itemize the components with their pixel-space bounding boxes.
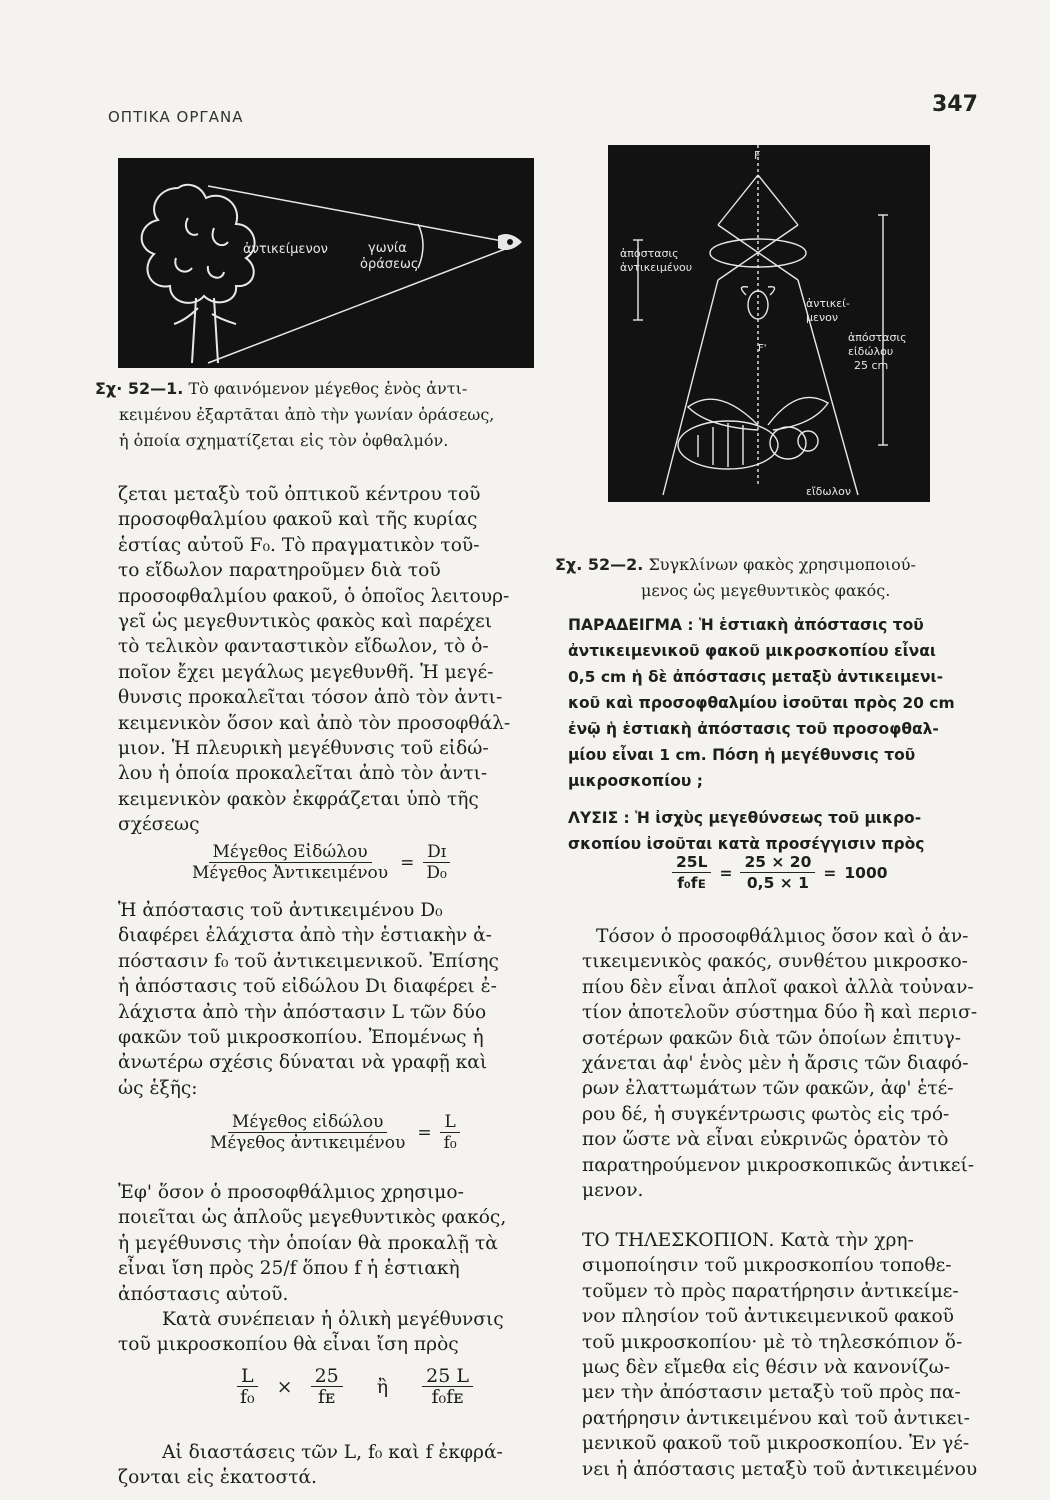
text-line: ρου δέ, ἡ συγκέντρωσις φωτὸς εἰς τρό-: [582, 1103, 950, 1125]
figure-2-caption-label: Σχ. 52—2.: [555, 555, 644, 574]
equation-3-c-denominator: f₀fᴇ: [431, 1386, 464, 1408]
figure-1-angle-label-line1: γωνία: [368, 241, 407, 256]
equation-3: [236, 1366, 473, 1407]
solution-block: [568, 805, 1008, 857]
telescope-heading-line: ΤΟ ΤΗΛΕΣΚΟΠΙΟΝ. Κατὰ τὴν χρη-: [582, 1230, 914, 1251]
text-line: μενον.: [582, 1180, 644, 1202]
caption-line: κειμένου ἐξαρτᾶται ἀπὸ τὴν γωνίαν ὁράσεως,: [119, 405, 495, 424]
equation-3-b-denominator: fᴇ: [317, 1386, 336, 1408]
text-line: Ἡ ἀπόστασις τοῦ ἀντικειμένου D₀: [118, 900, 443, 921]
equation-1-right-denominator: D₀: [426, 863, 447, 883]
text-line: νον πλησίον τοῦ ἀντικειμενικοῦ φακοῦ: [582, 1306, 954, 1328]
text-line: σοτέρων φακῶν διὰ τῶν ὁποίων ἐπιτυγ-: [582, 1027, 962, 1049]
text-line: μενικοῦ φακοῦ τοῦ μικροσκοπίου. Ἐν γέ-: [582, 1433, 970, 1455]
text-line: ἐνῷ ἡ ἑστιακὴ ἀπόστασις τοῦ προσοφθαλ-: [568, 720, 939, 738]
text-line: σιμοποίησιν τοῦ μικροσκοπίου τοποθε-: [582, 1255, 952, 1277]
text-line: λάχιστα ἀπὸ τὴν ἀπόστασιν L τῶν δύο: [118, 1001, 487, 1023]
example-block: [568, 612, 1008, 794]
text-line: το εἴδωλον παρατηροῦμεν διὰ τοῦ: [118, 560, 441, 582]
figure-2-image-distance-label-1: ἀπόστασις: [848, 331, 907, 344]
text-line: πίου δὲν εἶναι ἁπλοῖ φακοὶ ἀλλὰ τοὐναν-: [582, 976, 974, 998]
text-line: φακῶν τοῦ μικροσκοπίου. Ἐπομένως ἡ: [118, 1027, 484, 1049]
text-line: ποῖον ἔχει μεγάλως μεγεθυνθῆ. Ἡ μεγέ-: [118, 661, 494, 683]
text-line: ποιεῖται ὡς ἁπλοῦς μεγεθυντικὸς φακός,: [118, 1207, 507, 1229]
figure-2-object-distance-label-2: ἀντικειμένου: [620, 261, 693, 274]
equation-3-fraction-c: [422, 1366, 473, 1407]
figure-2-caption: [555, 552, 995, 604]
equation-3-b-numerator: 25: [311, 1366, 343, 1387]
figure-1-object-label: ἀντικείμενον: [243, 242, 328, 257]
equation-3-times: ×: [276, 1375, 293, 1398]
equation-3-fraction-b: [311, 1366, 343, 1407]
caption-line: Συγκλίνων φακὸς χρησιμοποιού-: [648, 555, 916, 574]
text-line: τοῦ μικροσκοπίου· μὲ τὸ τηλεσκόπιον ὅ-: [582, 1331, 963, 1353]
equation-1-equals: =: [400, 852, 415, 873]
text-line: τοῦ μικροσκοπίου θὰ εἶναι ἴση πρὸς: [118, 1334, 459, 1356]
text-line: ΛΥΣΙΣ : Ἡ ἰσχὺς μεγεθύνσεως τοῦ μικρο-: [568, 809, 922, 827]
text-line: πον ὥστε νὰ εἶναι εὐκρινῶς ὁρατὸν τὸ: [582, 1129, 949, 1151]
equation-1-numerator: Μέγεθος Εἰδώλου: [209, 842, 372, 863]
text-line: Αἱ διαστάσεις τῶν L, f₀ καὶ f ἐκφρά-: [162, 1442, 503, 1463]
left-paragraph-4: [118, 1440, 560, 1491]
telescope-section: [582, 1228, 1007, 1482]
running-header: ΟΠΤΙΚΑ ΟΡΓΑΝΑ: [108, 108, 244, 126]
text-line: κειμενικὸν φακὸν ἐκφράζεται ὑπὸ τῆς: [118, 788, 479, 810]
equation-1-right-numerator: Dɪ: [423, 842, 450, 863]
equation-1-right-fraction: [422, 842, 450, 883]
text-line: εἶναι ἴση πρὸς 25/f ὅπου f ἡ ἑστιακὴ: [118, 1258, 460, 1280]
text-line: τὸ τελικὸν φανταστικὸν εἴδωλον, τὸ ὁ-: [118, 636, 489, 658]
tree-eye-illustration: [118, 158, 534, 368]
text-line: λου ἡ ὁποία προκαλεῖται ἀπὸ τὸν ἀντι-: [118, 763, 488, 785]
figure-2-image-label: εἴδωλον: [806, 485, 851, 498]
equation-2-equals: =: [417, 1122, 432, 1143]
caption-line: μενος ὡς μεγεθυντικὸς φακός.: [641, 581, 891, 600]
equation-3-c-numerator: 25 L: [422, 1366, 473, 1387]
figure-2-object-label-1: ἀντικεί-: [806, 297, 850, 310]
figure-2-focus-prime-label: F': [758, 343, 767, 354]
text-line: προσοφθαλμίου φακοῦ καὶ τῆς κυρίας: [118, 509, 478, 531]
figure-1-caption: [95, 376, 565, 454]
figure-2-object-distance-label-1: ἀπόστασις: [620, 247, 679, 260]
text-line: μίου εἶναι 1 cm. Πόση ἡ μεγέθυνσις τοῦ: [568, 746, 916, 764]
figure-1-angle-label-line2: ὁράσεως: [360, 257, 419, 272]
text-line: πόστασιν f₀ τοῦ ἀντικειμενικοῦ. Ἐπίσης: [118, 950, 499, 972]
right-paragraph-system: [582, 924, 1007, 1203]
text-line: τικειμενικὸς φακός, συνθέτου μικροσκο-: [582, 951, 968, 973]
text-line: 0,5 cm ἡ δὲ ἀπόστασις μεταξὺ ἀντικειμενι-: [568, 668, 944, 686]
equation-2-right-numerator: L: [440, 1112, 459, 1133]
text-line: σχέσεως: [118, 814, 200, 836]
equation-1-denominator: Μέγεθος Ἀντικειμένου: [192, 863, 389, 883]
text-line: ὡς ἑξῆς:: [118, 1077, 198, 1099]
text-line: γεῖ ὡς μεγεθυντικὸς φακὸς καὶ παρέχει: [118, 611, 493, 633]
figure-2-image: [608, 145, 930, 502]
text-line: ζεται μεταξὺ τοῦ ὀπτικοῦ κέντρου τοῦ: [118, 484, 481, 505]
equation-4: [672, 852, 888, 893]
equation-2-left-fraction: [206, 1112, 409, 1153]
equation-2-denominator: Μέγεθος ἀντικειμένου: [210, 1133, 406, 1153]
equation-3-fraction-a: [236, 1366, 259, 1407]
text-line: τοῦμεν τὸ πρὸς παρατήρησιν ἀντικείμε-: [582, 1280, 959, 1302]
text-line: ἀντικειμενικοῦ φακοῦ μικροσκοπίου εἶναι: [568, 642, 936, 660]
text-line: μικροσκοπίου ;: [568, 772, 703, 790]
text-line: ἑστίας αὐτοῦ F₀. Τὸ πραγματικὸν τοῦ-: [118, 534, 480, 556]
text-line: κοῦ καὶ προσοφθαλμίου ἰσοῦται πρὸς 20 cm: [568, 694, 955, 712]
text-line: διαφέρει ἐλάχιστα ἀπὸ τὴν ἑστιακὴν ἀ-: [118, 925, 492, 947]
text-line: ρατήρησιν ἀντικειμένου καὶ τοῦ ἀντικει-: [582, 1407, 970, 1429]
caption-line: Τὸ φαινόμενον μέγεθος ἑνὸς ἀντι-: [188, 379, 468, 398]
text-line: ἀπόστασις αὐτοῦ.: [118, 1283, 289, 1305]
equation-4-result: 1000: [844, 863, 888, 882]
text-line: μεν τὴν ἀπόστασιν μεταξὺ τοῦ πρὸς πα-: [582, 1382, 961, 1404]
equation-4-fraction-b: [740, 852, 815, 893]
text-line: μως δὲν εἴμεθα εἰς θέσιν νὰ κανονίζω-: [582, 1357, 951, 1379]
text-line: μιον. Ἡ πλευρικὴ μεγέθυνσις τοῦ εἰδώ-: [118, 738, 489, 760]
equation-1: [188, 842, 451, 883]
text-line: ἡ μεγέθυνσις τὴν ὁποίαν θὰ προκαλῇ τὰ: [118, 1232, 498, 1254]
text-line: κειμενικὸν ὅσον καὶ ἀπὸ τὸν προσοφθάλ-: [118, 712, 511, 734]
caption-line: ἡ ὁποία σχηματίζεται εἰς τὸν ὀφθαλμόν.: [119, 431, 449, 450]
text-line: σκοπίου ἰσοῦται κατὰ προσέγγισιν πρὸς: [568, 835, 925, 853]
equation-4-a-denominator: f₀fᴇ: [677, 874, 707, 892]
page-number: 347: [932, 92, 978, 117]
equation-3-a-numerator: L: [237, 1366, 258, 1387]
text-line: Τόσον ὁ προσοφθάλμιος ὅσον καὶ ὁ ἀν-: [596, 926, 969, 947]
text-line: Κατὰ συνέπειαν ἡ ὁλικὴ μεγέθυνσις: [162, 1309, 504, 1331]
equation-4-fraction-a: [672, 852, 711, 893]
figure-2-object-label-2: μενον: [806, 311, 838, 324]
equation-2: [206, 1112, 461, 1153]
left-paragraph-1: [118, 482, 560, 838]
text-line: ἡ ἀπόστασις τοῦ εἰδώλου Dι διαφέρει ἐ-: [118, 976, 497, 998]
text-line: προσοφθαλμίου φακοῦ, ὁ ὁποῖος λειτουρ-: [118, 585, 510, 607]
equation-4-a-numerator: 25L: [672, 852, 711, 873]
equation-4-equals-2: =: [823, 863, 837, 882]
text-line: νει ἡ ἀπόστασις μεταξὺ τοῦ ἀντικειμένου: [582, 1458, 978, 1480]
equation-2-numerator: Μέγεθος εἰδώλου: [228, 1112, 388, 1133]
text-line: ρων ἐλαττωμάτων τῶν φακῶν, ἀφ' ἑτέ-: [582, 1078, 954, 1100]
text-line: ἀνωτέρω σχέσις δύναται νὰ γραφῇ καὶ: [118, 1052, 488, 1074]
figure-2-image-distance-label-2: εἰδώλου: [848, 345, 894, 358]
equation-4-b-denominator: 0,5 × 1: [746, 874, 809, 892]
left-paragraph-3: [118, 1180, 560, 1358]
magnifier-bee-illustration: [608, 145, 930, 502]
equation-3-a-denominator: f₀: [240, 1386, 255, 1408]
text-line: Ἐφ' ὅσον ὁ προσοφθάλμιος χρησιμο-: [118, 1182, 464, 1203]
equation-2-right-denominator: f₀: [443, 1133, 457, 1153]
figure-1-caption-label: Σχ· 52—1.: [95, 379, 184, 398]
text-line: χάνεται ἀφ' ἑνὸς μὲν ἡ ἄρσις τῶν διαφό-: [582, 1053, 969, 1075]
text-line: ΠΑΡΑΔΕΙΓΜΑ : Ἡ ἑστιακὴ ἀπόστασις τοῦ: [568, 616, 924, 634]
text-line: θυνσις προκαλεῖται τόσον ἀπὸ τὸν ἀντι-: [118, 687, 503, 709]
equation-2-right-fraction: [440, 1112, 461, 1153]
equation-4-b-numerator: 25 × 20: [740, 852, 815, 873]
equation-1-left-fraction: [188, 842, 392, 883]
text-line: παρατηρούμενον μικροσκοπικῶς ἀντικεί-: [582, 1154, 975, 1176]
text-line: ζονται εἰς ἑκατοστά.: [118, 1467, 317, 1489]
equation-4-equals-1: =: [719, 863, 733, 882]
figure-1-image: [118, 158, 534, 368]
text-line: τίον ἀποτελοῦν σύστημα δύο ἢ καὶ περισ-: [582, 1002, 978, 1024]
figure-2-focus-label: F: [754, 149, 761, 162]
figure-2-image-distance-label-3: 25 cm: [854, 359, 889, 372]
equation-3-or: ἢ: [376, 1375, 389, 1398]
left-paragraph-2: [118, 898, 560, 1101]
